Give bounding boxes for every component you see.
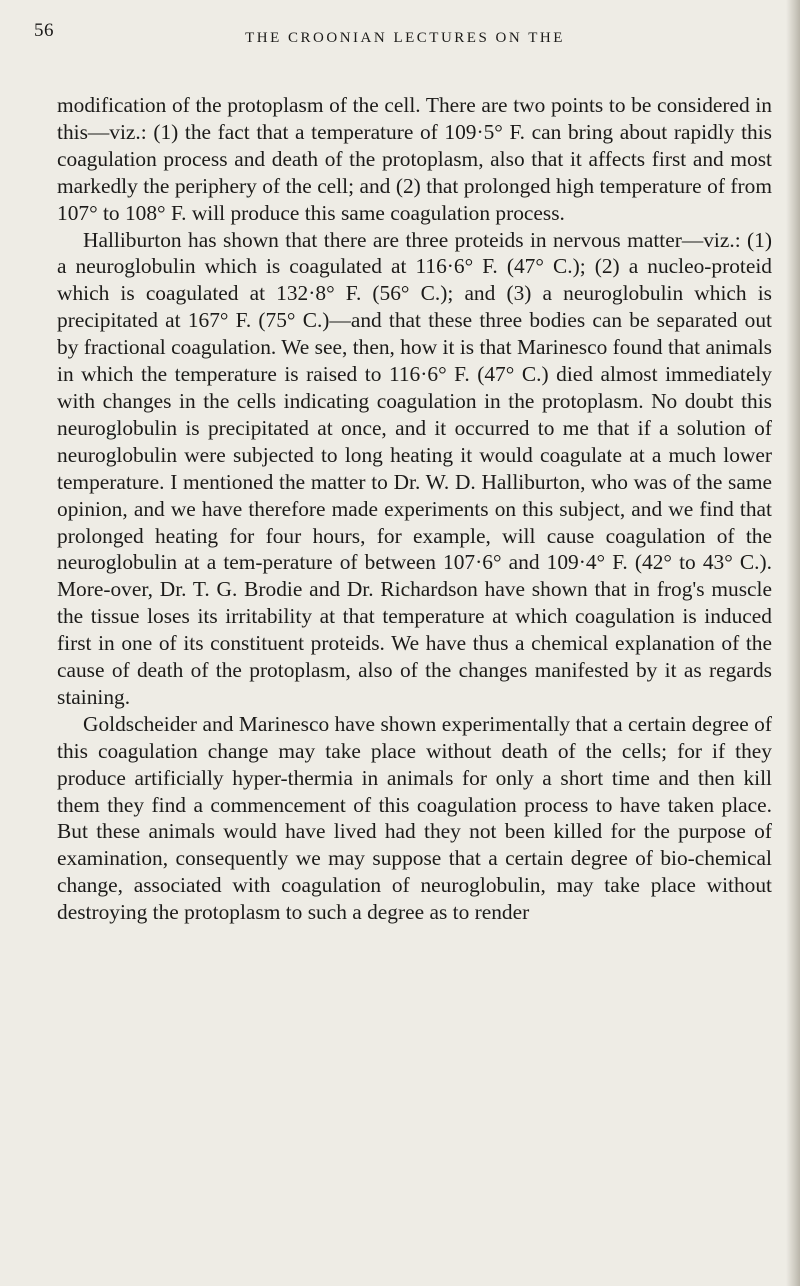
running-head: THE CROONIAN LECTURES ON THE [245, 30, 565, 46]
page-edge-shadow [786, 0, 800, 1286]
body-text [57, 92, 772, 926]
paragraph-1: modification of the protoplasm of the cell. There are two points to be considered in this—viz.: (1) the fact that a temperature of 109·5° F. can bring about rapidly this coagulation process and death of the protoplasm, also that it affects first and most markedly the periphery of the cell; and (2) that prolonged high temperature of from 107° to 108° F. will produce this same coagulation process. [57, 93, 772, 225]
paragraph-3: Goldscheider and Marinesco have shown experimentally that a certain degree of this coagulation change may take place without death of the cells; for if they produce artificially hyper-thermia in animals for only a short time and then kill them they find a commencement of this coagulation process to have taken place. But these animals would have lived had they not been killed for the purpose of examination, consequently we may suppose that a certain degree of bio-chemical change, associated with coagulation of neuroglobulin, may take place without destroying the protoplasm to such a degree as to render [57, 711, 772, 925]
page-number: 56 [34, 20, 54, 41]
paragraph-2: Halliburton has shown that there are three proteids in nervous matter—viz.: (1) a neuroglobulin which is coagulated at 116·6° F. (47° C.); (2) a nucleo-proteid which is coagulated at 132·8° F. (56° C.); and (3) a neuroglobulin which is precipitated at 167° F. (75° C.)—and that these three bodies can be separated out by fractional coagulation. We see, then, how it is that Marinesco found that animals in which the temperature is raised to 116·6° F. (47° C.) died almost immediately with changes in the cells indicating coagulation in the protoplasm. No doubt this neuroglobulin is precipitated at once, and it occurred to me that if a solution of neuroglobulin were subjected to long heating it would coagulate at a much lower temperature. I mentioned the matter to Dr. W. D. Halliburton, who was of the same opinion, and we have therefore made experiments on this subject, and we find that prolonged heating for four hours, for example, will cause coagulation of the neuroglobulin at a tem-perature of between 107·6° and 109·4° F. (42° to 43° C.). More-over, Dr. T. G. Brodie and Dr. Richardson have shown that in frog's muscle the tissue loses its irritability at that temperature at which coagulation is induced first in one of its constituent proteids. We have thus a chemical explanation of the cause of death of the protoplasm, also of the changes manifested by it as regards staining. [57, 227, 772, 709]
